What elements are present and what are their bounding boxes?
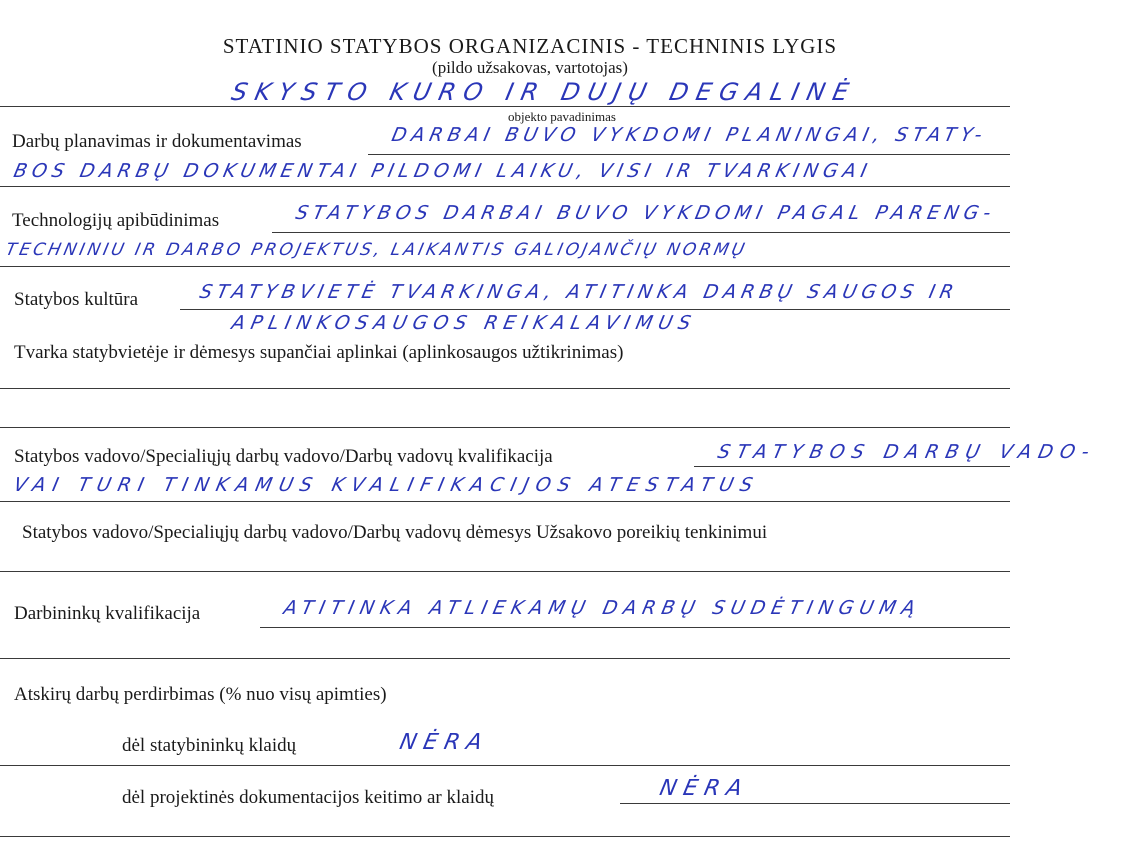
technology-line1: [272, 232, 1010, 233]
design-docs-value: NĖRA: [657, 776, 752, 801]
workers-line2: [0, 658, 1010, 659]
culture-value-line2: APLINKOSAUGOS REIKALAVIMUS: [229, 312, 699, 334]
workers-value: ATITINKA ATLIEKAMŲ DARBŲ SUDĖTINGUMĄ: [281, 597, 924, 619]
culture-value-line1: STATYBVIETĖ TVARKINGA, ATITINKA DARBŲ SAUGOS IR: [197, 281, 961, 303]
manager-qualification-line1: [694, 466, 1010, 467]
technology-value-line2: TECHNINIU IR DARBO PROJEKTUS, LAIKANTIS GALIOJANČIŲ NORMŲ: [3, 240, 750, 260]
order-line1: [0, 388, 1010, 389]
planning-label: Darbų planavimas ir dokumentavimas: [12, 131, 302, 152]
planning-line1: [368, 154, 1010, 155]
manager-qualification-label: Statybos vadovo/Specialiųjų darbų vadovo/Darbų vadovų kvalifikacija: [14, 446, 553, 467]
planning-value-line2: BOS DARBŲ DOKUMENTAI PILDOMI LAIKU, VISI IR TVARKINGAI: [11, 160, 874, 182]
object-name-line: [0, 106, 1010, 107]
manager-attention-line: [0, 571, 1010, 572]
manager-attention-label: Statybos vadovo/Specialiųjų darbų vadovo/Darbų vadovų dėmesys Užsakovo poreikių tenkinimui: [22, 522, 768, 543]
manager-qualification-line2: [0, 501, 1010, 502]
technology-line2: [0, 266, 1010, 267]
builders-errors-value: NĖRA: [397, 730, 492, 755]
workers-label: Darbininkų kvalifikacija: [14, 603, 201, 624]
manager-qualification-value-line2: VAI TURI TINKAMUS KVALIFIKACIJOS ATESTATUS: [11, 474, 762, 496]
culture-label: Statybos kultūra: [14, 289, 139, 310]
object-name-label: objekto pavadinimas: [508, 109, 616, 124]
technology-value-line1: STATYBOS DARBAI BUVO VYKDOMI PAGAL PARENG-: [293, 202, 998, 224]
culture-line: [180, 309, 1010, 310]
object-name-value: SKYSTO KURO IR DUJŲ DEGALINĖ: [229, 78, 860, 106]
builders-errors-label: dėl statybininkų klaidų: [122, 735, 297, 756]
design-docs-line: [620, 803, 1010, 804]
workers-line1: [260, 627, 1010, 628]
planning-line2: [0, 186, 1010, 187]
rework-label: Atskirų darbų perdirbimas (% nuo visų apimties): [14, 684, 387, 705]
form-title: STATINIO STATYBOS ORGANIZACINIS - TECHNINIS LYGIS: [222, 34, 838, 58]
order-line2: [0, 427, 1010, 428]
form-subtitle: (pildo užsakovas, vartotojas): [432, 58, 628, 77]
design-docs-label: dėl projektinės dokumentacijos keitimo ar klaidų: [122, 787, 494, 808]
builders-errors-line: [0, 765, 1010, 766]
technology-label: Technologijų apibūdinimas: [12, 210, 220, 231]
planning-value-line1: DARBAI BUVO VYKDOMI PLANINGAI, STATY-: [389, 124, 989, 146]
manager-qualification-value-line1: STATYBOS DARBŲ VADO-: [715, 441, 1099, 463]
order-label: Tvarka statybvietėje ir dėmesys supančiai aplinkai (aplinkosaugos užtikrinimas): [14, 342, 624, 363]
bottom-line: [0, 836, 1010, 837]
